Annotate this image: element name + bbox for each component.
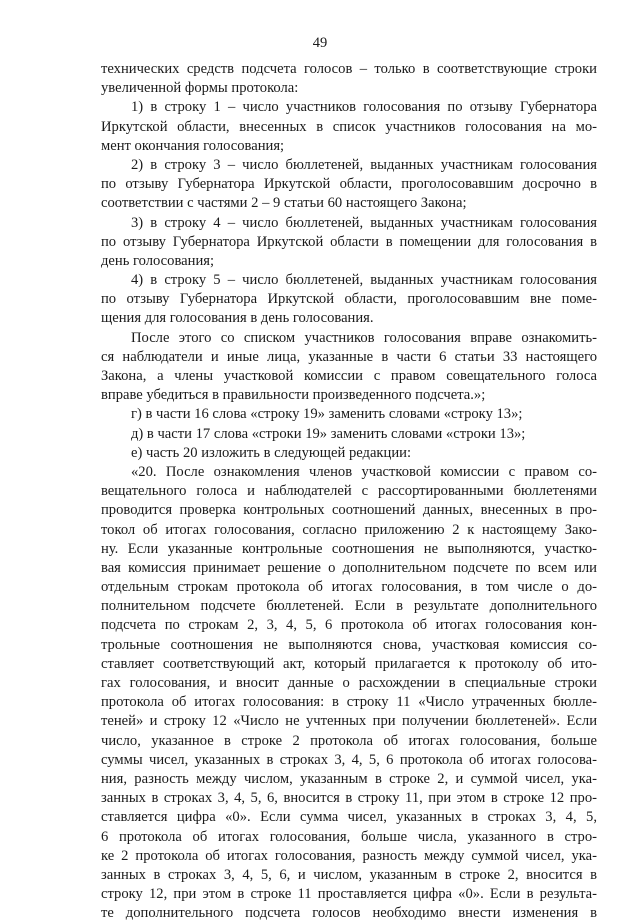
- text-line: ся наблюдатели и иные лица, указанные в части 6 статьи 33 настоящего: [101, 348, 597, 365]
- text-line: 4) в строку 5 – число бюллетеней, выданных участникам голосования: [131, 272, 597, 289]
- text-line: занных в строках 3, 4, 5, 6, вносится в строку 11, при этом в строке 12 про-: [101, 790, 597, 807]
- text-line: полнительном подсчете бюллетеней. Если в результате дополнительного: [101, 598, 597, 615]
- text-line: вправе убедиться в правильности произведенного подсчета.»;: [101, 387, 486, 404]
- text-line: день голосования;: [101, 252, 215, 269]
- text-line: ну. Если указанные контрольные соотношения не выполняются, участко-: [101, 540, 597, 557]
- text-line: число, указанное в строке 2 протокола об итогах голосования, больше: [101, 732, 597, 749]
- text-line: по отзыву Губернатора Иркутской области в помещении для голосования в: [101, 233, 597, 250]
- text-line: теней» и строку 12 «Число не учтенных при получении бюллетеней». Если: [101, 713, 597, 730]
- text-line: увеличенной формы протокола:: [101, 80, 299, 97]
- text-line: суммы чисел, указанных в строках 3, 4, 5, 6 протокола об итогах голосова-: [101, 751, 597, 768]
- text-line: Иркутской области, внесенных в список участников голосования на мо-: [101, 118, 597, 135]
- text-line: е) часть 20 изложить в следующей редакции:: [131, 444, 412, 461]
- text-line: д) в части 17 слова «строки 19» заменить словами «строки 13»;: [131, 425, 526, 442]
- text-line: те дополнительного подсчета голосов необходимо внести изменения в: [101, 905, 597, 922]
- text-line: вая комиссия принимает решение о дополнительном подсчете по всем или: [101, 559, 597, 576]
- text-line: соответствии с частями 2 – 9 статьи 60 настоящего Закона;: [101, 195, 467, 212]
- text-line: 2) в строку 3 – число бюллетеней, выданных участникам голосования: [131, 156, 597, 173]
- text-line: «20. После ознакомления членов участковой комиссии с правом со-: [131, 463, 597, 480]
- text-line: строку 12, при этом в строке 11 проставляется цифра «0». Если в результа-: [101, 886, 597, 903]
- text-line: по отзыву Губернатора Иркутской области, проголосовавшим вне поме-: [101, 291, 597, 308]
- text-line: щения для голосования в день голосования.: [101, 310, 374, 327]
- text-line: вещательного голоса и наблюдателей с рассортированными бюллетенями: [101, 483, 597, 500]
- text-line: ставляется цифра «0». Если сумма чисел, указанных в строках 3, 4, 5,: [101, 809, 597, 826]
- text-line: ния, разность между числом, указанным в строке 2, и суммой чисел, ука-: [101, 770, 597, 787]
- text-line: После этого со списком участников голосования вправе ознакомить-: [131, 329, 597, 346]
- text-line: токол об итогах голосования, согласно приложению 2 к настоящему Зако-: [101, 521, 597, 538]
- text-line: ставляет соответствующий акт, который прилагается к протоколу об ито-: [101, 655, 597, 672]
- text-line: 3) в строку 4 – число бюллетеней, выданных участникам голосования: [131, 214, 597, 231]
- text-line: гах голосования, и вносит данные о расхождении в специальные строки: [101, 675, 597, 691]
- text-line: 6 протокола об итогах голосования, больше числа, указанного в стро-: [101, 828, 597, 845]
- text-line: 1) в строку 1 – число участников голосования по отзыву Губернатора: [131, 99, 597, 116]
- text-line: по отзыву Губернатора Иркутской области, проголосовавшим досрочно в: [101, 176, 597, 193]
- text-line: Закона, а члены участковой комиссии с правом совещательного голоса: [101, 368, 597, 384]
- page-number: 49: [312, 35, 328, 51]
- text-line: технических средств подсчета голосов – только в соответствующие строки: [101, 61, 597, 77]
- text-line: подсчета по строкам 2, 3, 4, 5, 6 протокола об итогах голосования кон-: [101, 617, 597, 634]
- text-line: мент окончания голосования;: [101, 137, 285, 154]
- text-line: проводится проверка контрольных соотношений данных, внесенных в про-: [101, 502, 597, 519]
- text-line: трольные соотношения не выполняются снова, участковая комиссия со-: [101, 636, 597, 653]
- text-line: протокола об итогах голосования: в строку 11 «Число утраченных бюлле-: [101, 694, 597, 711]
- text-line: занных в строках 3, 4, 5, 6, и числом, указанным в строке 2, вносится в: [101, 866, 597, 883]
- text-line: г) в части 16 слова «строку 19» заменить словами «строку 13»;: [131, 406, 523, 423]
- text-line: ке 2 протокола об итогах голосования, разность между суммой чисел, ука-: [101, 847, 597, 864]
- document-body: [101, 60, 597, 923]
- text-line: отдельным строкам протокола об итогах голосования, в том числе о до-: [101, 579, 597, 596]
